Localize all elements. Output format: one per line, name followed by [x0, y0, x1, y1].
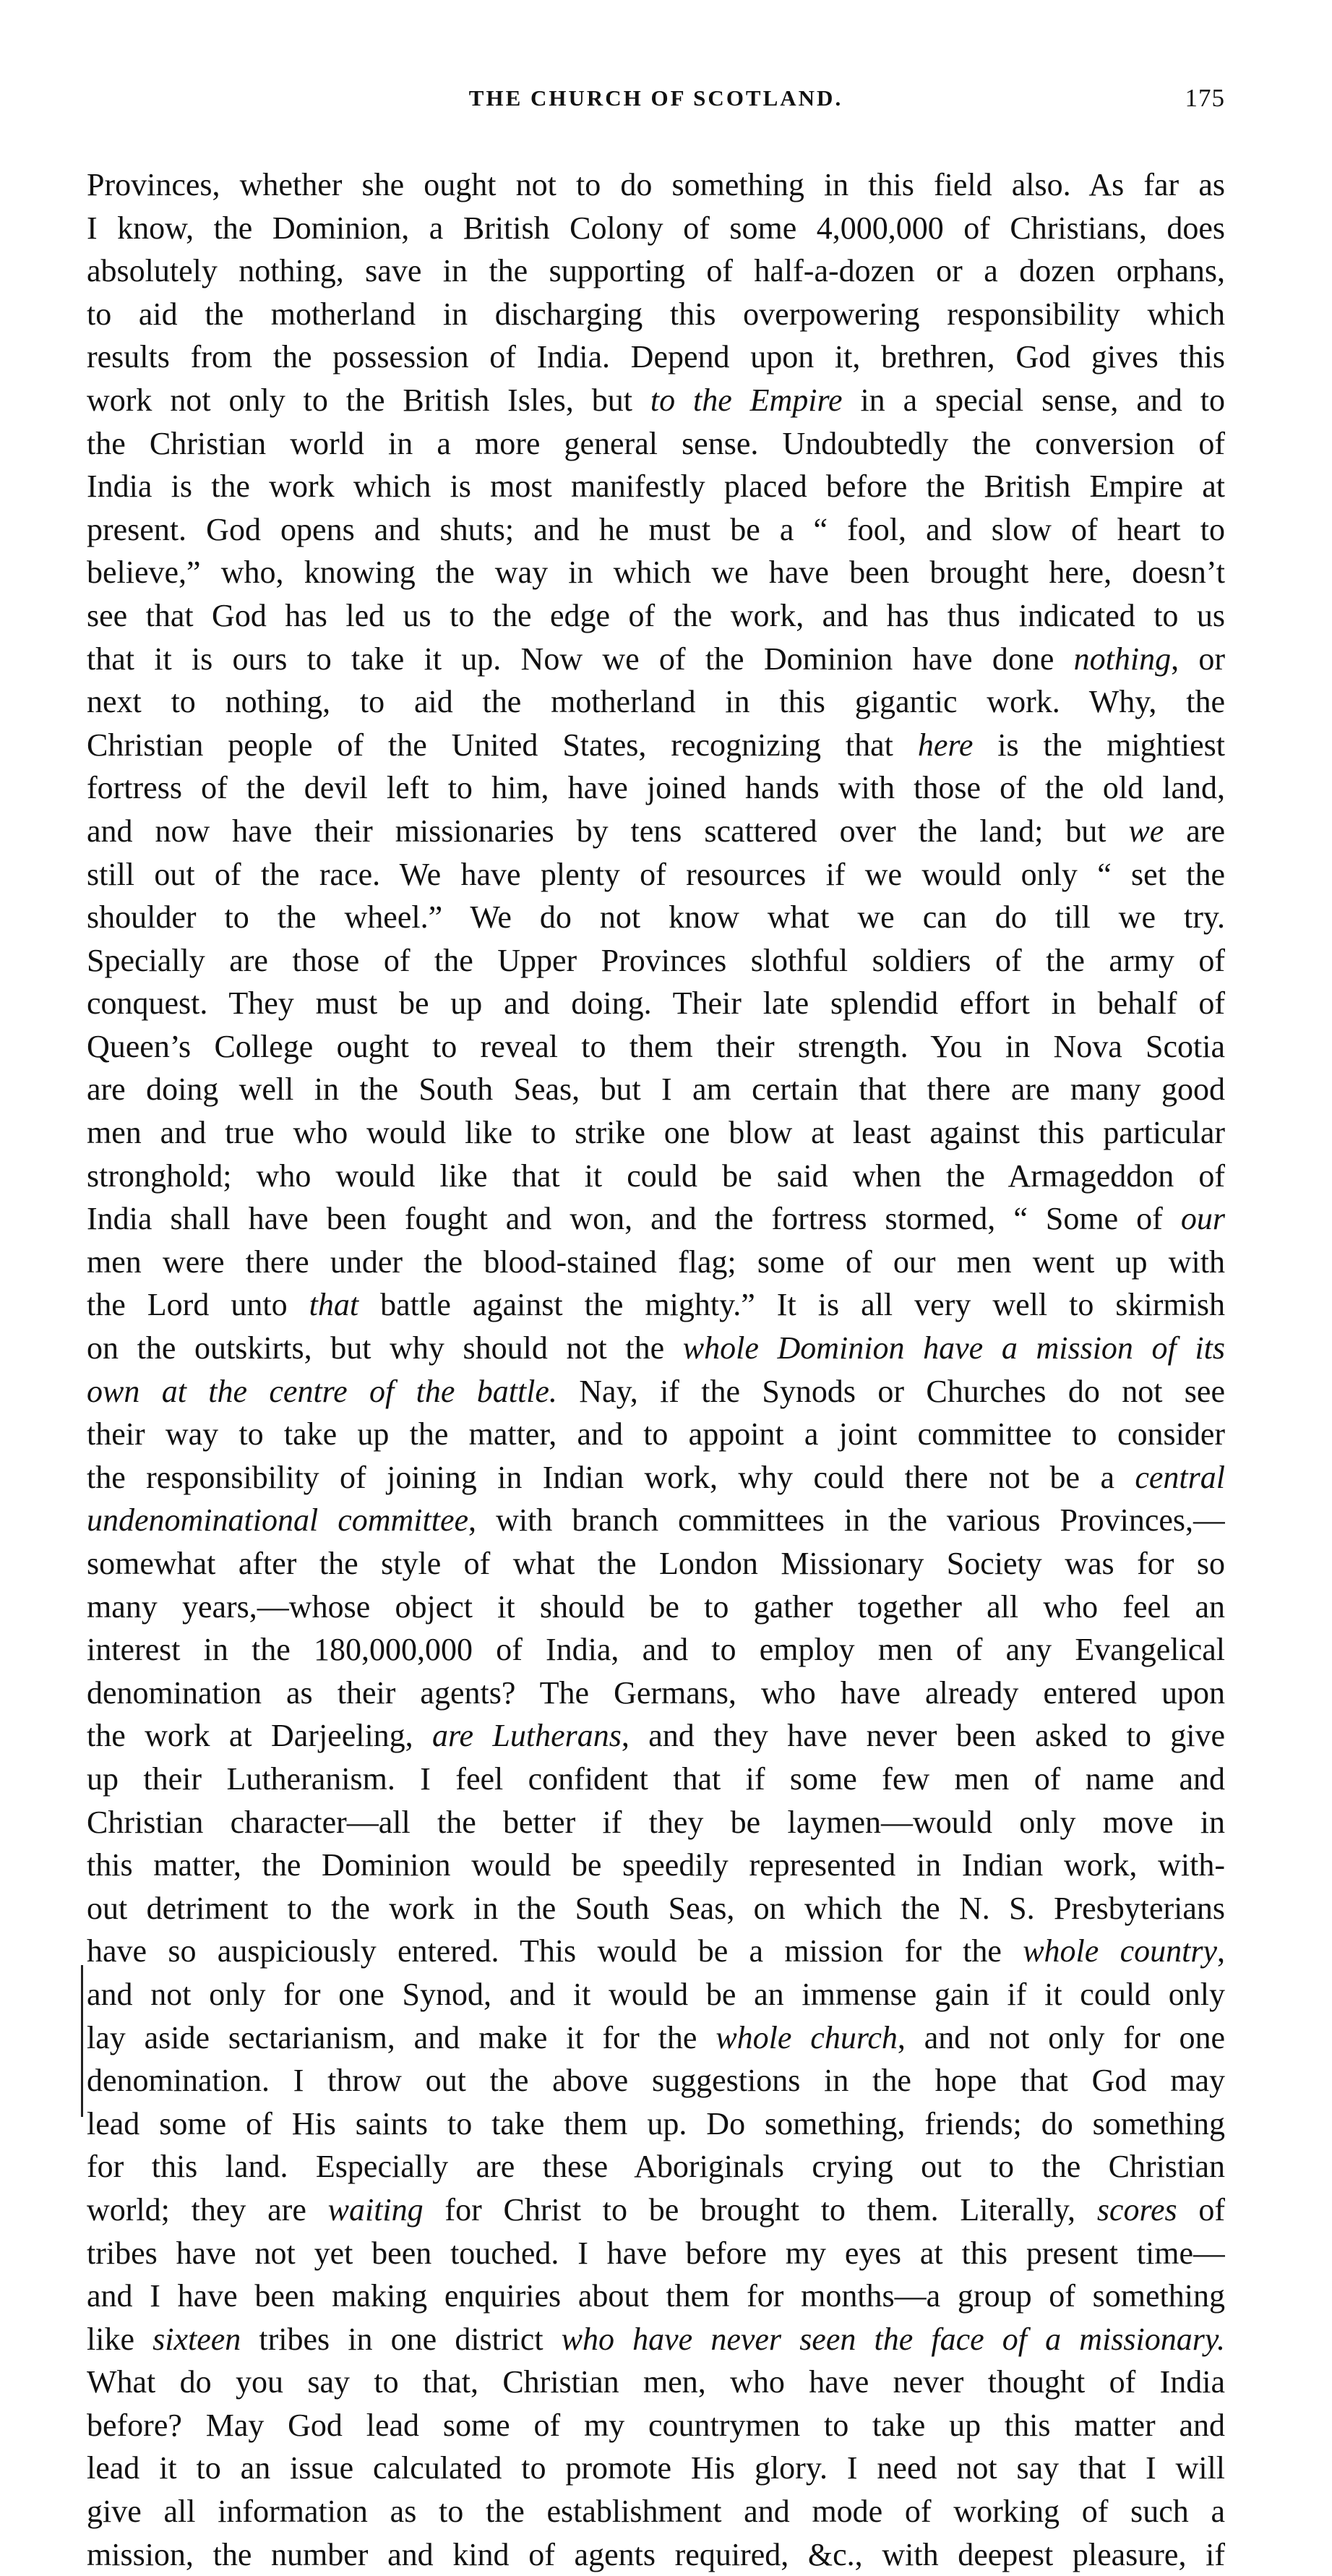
- text-line: [87, 724, 1225, 767]
- text-segment: Specially are those of the Upper Provinces slothful soldiers of the army of: [87, 942, 1225, 978]
- text-line: [87, 422, 1225, 466]
- text-segment: are doing well in the South Seas, but I am certain that there are many good: [87, 1071, 1225, 1108]
- italic-text: that: [309, 1287, 359, 1323]
- text-segment: are: [1164, 813, 1225, 849]
- text-line: [87, 1930, 1225, 1973]
- text-segment: tribes in one district: [241, 2321, 562, 2357]
- text-line: [87, 1887, 1225, 1930]
- text-line: [87, 1758, 1225, 1801]
- text-line: [87, 2447, 1225, 2490]
- text-segment: the work at Darjeeling,: [87, 1718, 433, 1754]
- text-line: [87, 896, 1225, 939]
- italic-text: whole country: [1023, 1933, 1217, 1969]
- text-line: [87, 1111, 1225, 1155]
- text-segment: interest in the 180,000,000 of India, and to employ men of any Evangelical: [87, 1632, 1225, 1668]
- text-segment: men were there under the blood-stained flag; some of our men went up with: [87, 1244, 1225, 1280]
- italic-text: our: [1180, 1201, 1225, 1237]
- text-segment: Provinces, whether she ought not to do something in this field also. As far as: [87, 167, 1225, 202]
- text-segment: still out of the race. We have plenty of resources if we would only “ set the: [87, 856, 1225, 892]
- text-segment: and now have their missionaries by tens scattered over the land; but: [87, 813, 1129, 849]
- body-text: [87, 163, 1225, 2576]
- text-line: [87, 2145, 1225, 2188]
- text-segment: see that God has led us to the edge of the work, and has thus indicated to us: [87, 597, 1225, 633]
- text-line: [87, 1714, 1225, 1758]
- text-line: [87, 1327, 1225, 1370]
- text-segment: believe,” who, knowing the way in which we have been brought here, doesn’t: [87, 555, 1225, 591]
- text-line: [87, 2232, 1225, 2275]
- text-segment: absolutely nothing, save in the supporting of half-a-dozen or a dozen orphans,: [87, 253, 1225, 289]
- text-segment: fortress of the devil left to him, have joined hands with those of the old land,: [87, 770, 1225, 806]
- text-line: [87, 2275, 1225, 2318]
- italic-text: whole church: [716, 2019, 898, 2055]
- italic-text: whole Dominion have a mission of its: [682, 1330, 1225, 1366]
- text-segment: next to nothing, to aid the motherland in this gigantic work. Why, the: [87, 684, 1225, 720]
- text-line: [87, 1672, 1225, 1715]
- text-line: [87, 1413, 1225, 1456]
- text-segment: , or: [1171, 641, 1225, 677]
- text-segment: the responsibility of joining in Indian work, why could there not be a: [87, 1459, 1135, 1495]
- italic-text: nothing: [1073, 641, 1172, 677]
- text-line: [87, 163, 1225, 207]
- text-line: [87, 1499, 1225, 1542]
- text-segment: the Christian world in a more general sense. Undoubtedly the conversion of: [87, 425, 1225, 461]
- text-segment: many years,—whose object it should be to gather together all who feel an: [87, 1588, 1225, 1625]
- text-line: [87, 1241, 1225, 1284]
- page-header: [87, 85, 1225, 121]
- text-segment: up their Lutheranism. I feel confident that if some few men of name and: [87, 1760, 1225, 1797]
- text-line: [87, 465, 1225, 508]
- text-segment: ,: [1217, 1933, 1225, 1969]
- text-segment: world; they are: [87, 2191, 328, 2228]
- text-segment: on the outskirts, but why should not the: [87, 1330, 683, 1366]
- text-line: [87, 680, 1225, 724]
- text-line: [87, 1025, 1225, 1069]
- text-line: [87, 810, 1225, 853]
- text-segment: of: [1177, 2191, 1225, 2228]
- text-segment: mission, the number and kind of agents required, &c., with deepest pleasure, if: [87, 2536, 1225, 2572]
- text-segment: results from the possession of India. Depend upon it, brethren, God gives this: [87, 339, 1225, 375]
- text-line: [87, 2016, 1225, 2060]
- text-segment: What do you say to that, Christian men, who have never thought of India: [87, 2364, 1225, 2400]
- text-line: [87, 2404, 1225, 2447]
- text-segment: men and true who would like to strike one blow at least against this particular: [87, 1115, 1225, 1151]
- text-segment: somewhat after the style of what the London Missionary Society was for so: [87, 1546, 1225, 1581]
- italic-text: waiting: [327, 2191, 424, 2228]
- text-segment: India is the work which is most manifestly placed before the British Empire at: [87, 468, 1225, 505]
- running-head: THE CHURCH OF SCOTLAND.: [468, 85, 843, 111]
- page-number: 175: [1185, 84, 1225, 112]
- text-line: [87, 249, 1225, 293]
- text-line: [87, 2490, 1225, 2533]
- italic-text: central: [1135, 1459, 1225, 1495]
- text-line: [87, 638, 1225, 681]
- text-segment: have so auspiciously entered. This would be a mission for the: [87, 1933, 1023, 1969]
- text-line: [87, 1542, 1225, 1586]
- text-line: [87, 982, 1225, 1025]
- text-segment: lay aside sectarianism, and make it for the: [87, 2019, 716, 2055]
- italic-text: who have never seen the face of a missionary.: [561, 2321, 1225, 2357]
- text-segment: before? May God lead some of my countrymen to take up this matter and: [87, 2407, 1225, 2443]
- text-segment: denomination as their agents? The Germans, who have already entered upon: [87, 1674, 1225, 1711]
- text-line: [87, 2102, 1225, 2146]
- text-segment: and not only for one Synod, and it would be an immense gain if it could only: [87, 1976, 1225, 2012]
- text-segment: that it is ours to take it up. Now we of the Dominion have done: [87, 641, 1074, 677]
- italic-text: sixteen: [152, 2321, 241, 2357]
- text-line: [87, 1068, 1225, 1111]
- text-segment: I know, the Dominion, a British Colony of some 4,000,000 of Christians, does: [87, 210, 1225, 246]
- text-segment: , with branch committees in the various Provinces,—: [468, 1502, 1225, 1539]
- text-segment: their way to take up the matter, and to appoint a joint committee to consider: [87, 1416, 1225, 1452]
- text-segment: for Christ to be brought to them. Literally,: [423, 2191, 1097, 2228]
- text-line: [87, 1586, 1225, 1629]
- text-line: [87, 1370, 1225, 1413]
- text-line: [87, 1844, 1225, 1887]
- text-line: [87, 1456, 1225, 1499]
- text-segment: denomination. I throw out the above suggestions in the hope that God may: [87, 2063, 1225, 2099]
- text-segment: Christian character—all the better if they be laymen—would only move in: [87, 1804, 1225, 1840]
- text-line: [87, 1283, 1225, 1327]
- text-line: [87, 293, 1225, 336]
- italic-text: own at the centre of the battle.: [87, 1373, 557, 1409]
- text-segment: lead some of His saints to take them up. Do something, friends; do something: [87, 2105, 1225, 2141]
- text-segment: in a special sense, and to: [842, 382, 1225, 418]
- text-segment: out detriment to the work in the South Seas, on which the N. S. Presbyterians: [87, 1890, 1225, 1926]
- text-line: [87, 766, 1225, 810]
- text-segment: , and they have never been asked to give: [621, 1718, 1225, 1754]
- text-segment: give all information as to the establishment and mode of working of such a: [87, 2494, 1225, 2530]
- text-line: [87, 939, 1225, 983]
- text-line: [87, 2533, 1225, 2576]
- text-segment: Queen’s College ought to reveal to them their strength. You in Nova Scotia: [87, 1028, 1225, 1064]
- text-line: [87, 551, 1225, 594]
- text-line: [87, 2059, 1225, 2102]
- text-segment: lead it to an issue calculated to promote His glory. I need not say that I will: [87, 2450, 1225, 2486]
- text-line: [87, 594, 1225, 638]
- text-segment: conquest. They must be up and doing. Their late splendid effort in behalf of: [87, 985, 1225, 1022]
- text-line: [87, 1155, 1225, 1198]
- text-line: [87, 207, 1225, 250]
- text-line: [87, 335, 1225, 379]
- text-segment: Christian people of the United States, recognizing that: [87, 727, 918, 763]
- text-line: [87, 379, 1225, 422]
- text-segment: present. God opens and shuts; and he must be a “ fool, and slow of heart to: [87, 511, 1225, 547]
- text-segment: battle against the mighty.” It is all very well to skirmish: [358, 1287, 1225, 1323]
- text-line: [87, 1973, 1225, 2016]
- italic-text: we: [1128, 813, 1164, 849]
- italic-text: to the Empire: [650, 382, 843, 418]
- text-line: [87, 853, 1225, 897]
- italic-text: here: [917, 727, 974, 763]
- text-line: [87, 1197, 1225, 1241]
- text-segment: the Lord unto: [87, 1287, 309, 1323]
- text-line: [87, 1628, 1225, 1672]
- text-segment: and I have been making enquiries about them for months—a group of something: [87, 2278, 1225, 2314]
- text-segment: , and not only for one: [897, 2019, 1225, 2055]
- text-segment: is the mightiest: [973, 727, 1225, 763]
- margin-rule: [81, 1965, 83, 2117]
- text-line: [87, 508, 1225, 552]
- text-segment: to aid the motherland in discharging this overpowering responsibility which: [87, 296, 1225, 332]
- text-segment: for this land. Especially are these Aboriginals crying out to the Christian: [87, 2149, 1225, 2185]
- text-segment: tribes have not yet been touched. I have before my eyes at this present time—: [87, 2235, 1225, 2271]
- text-segment: like: [87, 2321, 153, 2357]
- italic-text: are Lutherans: [432, 1718, 622, 1754]
- text-line: [87, 2361, 1225, 2404]
- text-segment: Nay, if the Synods or Churches do not see: [557, 1373, 1225, 1409]
- text-segment: shoulder to the wheel.” We do not know what we can do till we try.: [87, 899, 1225, 936]
- text-line: [87, 1801, 1225, 1844]
- text-segment: this matter, the Dominion would be speedily represented in Indian work, with-: [87, 1847, 1225, 1883]
- italic-text: scores: [1096, 2191, 1177, 2228]
- italic-text: undenominational committee: [87, 1502, 469, 1539]
- text-segment: India shall have been fought and won, and the fortress stormed, “ Some of: [87, 1201, 1181, 1237]
- text-line: [87, 2318, 1225, 2361]
- text-segment: stronghold; who would like that it could be said when the Armageddon of: [87, 1158, 1225, 1194]
- text-segment: work not only to the British Isles, but: [87, 382, 650, 418]
